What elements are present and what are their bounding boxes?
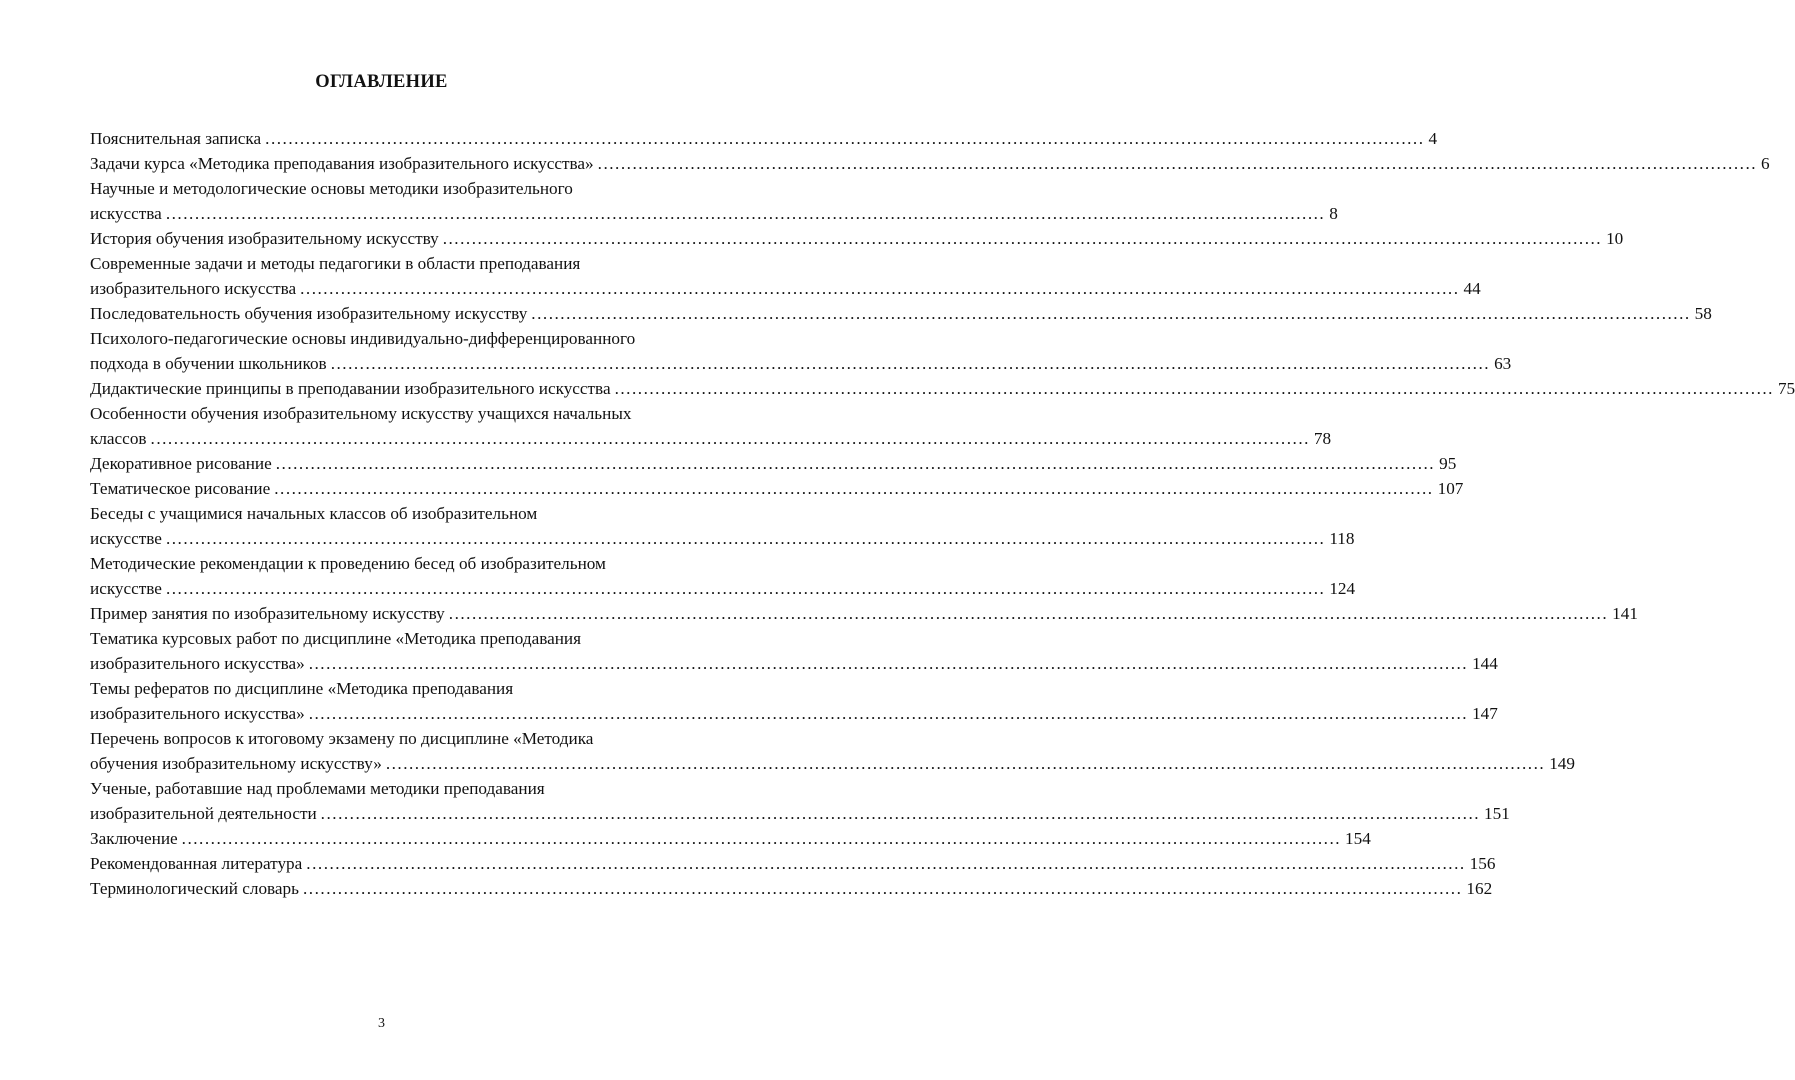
toc-entry-title-line: Пример занятия по изобразительному искусству: [90, 604, 445, 623]
toc-entry-title-line: изобразительного искусства»: [90, 654, 305, 673]
dot-leader: ........................................................................................................................................................................................................: [274, 479, 1434, 498]
toc-entry-title-line: обучения изобразительному искусству»: [90, 754, 382, 773]
toc-entry-page: 107: [1437, 479, 1464, 498]
toc-entry-page: 162: [1466, 879, 1493, 898]
toc-entry-page: 75: [1777, 379, 1795, 398]
dot-leader: ........................................................................................................................................................................................................: [275, 454, 1436, 473]
toc-entry[interactable]: [90, 726, 1575, 776]
toc-entry-title-line: Декоративное рисование: [90, 454, 272, 473]
dot-leader: ........................................................................................................................................................................................................: [300, 279, 1460, 298]
dot-leader: ........................................................................................................................................................................................................: [442, 229, 1603, 248]
dot-leader: ........................................................................................................................................................................................................: [165, 204, 1326, 223]
toc-entry[interactable]: [90, 251, 1481, 301]
toc-entry-page: 118: [1329, 529, 1355, 548]
toc-entry[interactable]: [90, 551, 1356, 601]
dot-leader: ........................................................................................................................................................................................................: [308, 654, 1469, 673]
table-of-contents: [90, 126, 1795, 901]
toc-entry-title-line: Особенности обучения изобразительному искусству учащихся начальных: [90, 404, 632, 423]
dot-leader: ........................................................................................................................................................................................................: [181, 829, 1342, 848]
dot-leader: ........................................................................................................................................................................................................: [330, 354, 1491, 373]
toc-entry[interactable]: [90, 151, 1770, 176]
toc-entry[interactable]: [90, 326, 1512, 376]
toc-entry-page: 6: [1761, 154, 1770, 173]
toc-entry-title-line: Психолого-педагогические основы индивидуально-дифференцированного: [90, 329, 636, 348]
toc-entry-page: 141: [1612, 604, 1638, 623]
toc-entry-title-line: изобразительного искусства»: [90, 704, 305, 723]
toc-entry[interactable]: [90, 451, 1457, 476]
toc-entry-page: 95: [1439, 454, 1457, 473]
toc-entry-page: 44: [1463, 279, 1481, 298]
toc-entry-page: 154: [1345, 829, 1371, 848]
toc-entry[interactable]: [90, 676, 1498, 726]
toc-entry-title-line: Пояснительная записка: [90, 129, 262, 148]
toc-entry[interactable]: [90, 601, 1638, 626]
toc-entry-page: 8: [1329, 204, 1338, 223]
toc-entry-page: 149: [1549, 754, 1575, 773]
toc-entry[interactable]: [90, 776, 1510, 826]
toc-entry-title-line: Современные задачи и методы педагогики в области преподавания: [90, 254, 581, 273]
toc-entry[interactable]: [90, 176, 1338, 226]
toc-entry-title-line: классов: [90, 429, 147, 448]
toc-entry-page: 78: [1313, 429, 1332, 448]
toc-entry-page: 156: [1469, 854, 1496, 873]
dot-leader: ........................................................................................................................................................................................................: [614, 379, 1774, 398]
toc-entry-title-line: искусства: [90, 204, 162, 223]
toc-entry-title-line: Ученые, работавшие над проблемами методики преподавания: [90, 779, 545, 798]
dot-leader: ........................................................................................................................................................................................................: [265, 129, 1425, 148]
toc-entry-page: 63: [1494, 354, 1512, 373]
toc-entry-title-line: Беседы с учащимися начальных классов об изобразительном: [90, 504, 538, 523]
toc-entry-title-line: Терминологический словарь: [90, 879, 299, 898]
toc-entry-page: 124: [1329, 579, 1356, 598]
toc-entry-title-line: Научные и методологические основы методики изобразительного: [90, 179, 573, 198]
toc-entry[interactable]: [90, 476, 1464, 501]
toc-entry[interactable]: [90, 126, 1438, 151]
toc-entry[interactable]: [90, 851, 1496, 876]
dot-leader: ........................................................................................................................................................................................................: [150, 429, 1310, 448]
dot-leader: ........................................................................................................................................................................................................: [165, 529, 1326, 548]
toc-entry-title-line: искусстве: [90, 529, 162, 548]
toc-entry-page: 4: [1428, 129, 1438, 148]
toc-entry-title-line: изобразительного искусства: [90, 279, 297, 298]
toc-entry-title-line: Дидактические принципы в преподавании изобразительного искусства: [90, 379, 611, 398]
toc-entry[interactable]: [90, 501, 1355, 551]
page-title: ОГЛАВЛЕНИЕ: [315, 72, 448, 92]
dot-leader: ........................................................................................................................................................................................................: [597, 154, 1758, 173]
toc-entry-title-line: подхода в обучении школьников: [90, 354, 327, 373]
toc-entry[interactable]: [90, 301, 1712, 326]
toc-entry-title-line: История обучения изобразительному искусству: [90, 229, 439, 248]
dot-leader: ........................................................................................................................................................................................................: [303, 879, 1463, 898]
toc-entry-title-line: Задачи курса «Методика преподавания изобразительного искусства»: [90, 154, 594, 173]
toc-entry-title-line: Перечень вопросов к итоговому экзамену по дисциплине «Методика: [90, 729, 594, 748]
toc-entry-page: 147: [1472, 704, 1498, 723]
dot-leader: ........................................................................................................................................................................................................: [306, 854, 1466, 873]
toc-entry-title-line: Тематическое рисование: [90, 479, 271, 498]
toc-entry-page: 144: [1472, 654, 1498, 673]
dot-leader: ........................................................................................................................................................................................................: [308, 704, 1469, 723]
dot-leader: ........................................................................................................................................................................................................: [448, 604, 1609, 623]
toc-entry-title-line: Темы рефератов по дисциплине «Методика преподавания: [90, 679, 514, 698]
toc-entry-title-line: Методические рекомендации к проведению бесед об изобразительном: [90, 554, 606, 573]
dot-leader: ........................................................................................................................................................................................................: [165, 579, 1326, 598]
toc-entry[interactable]: [90, 876, 1493, 901]
toc-entry[interactable]: [90, 401, 1332, 451]
toc-entry-title-line: Последовательность обучения изобразительному искусству: [90, 304, 528, 323]
toc-entry[interactable]: [90, 826, 1371, 851]
toc-entry-title-line: Рекомендованная литература: [90, 854, 303, 873]
toc-entry-title-line: искусстве: [90, 579, 162, 598]
toc-entry-title-line: Заключение: [90, 829, 178, 848]
toc-entry[interactable]: [90, 626, 1498, 676]
dot-leader: ........................................................................................................................................................................................................: [531, 304, 1691, 323]
toc-entry[interactable]: [90, 226, 1624, 251]
toc-entry-page: 151: [1484, 804, 1510, 823]
toc-entry-page: 58: [1694, 304, 1712, 323]
toc-entry-page: 10: [1606, 229, 1624, 248]
toc-entry-title-line: Тематика курсовых работ по дисциплине «Методика преподавания: [90, 629, 582, 648]
dot-leader: ........................................................................................................................................................................................................: [320, 804, 1481, 823]
dot-leader: ........................................................................................................................................................................................................: [385, 754, 1546, 773]
toc-entry[interactable]: [90, 376, 1795, 401]
toc-entry-title-line: изобразительной деятельности: [90, 804, 317, 823]
page-number: 3: [378, 1016, 385, 1031]
